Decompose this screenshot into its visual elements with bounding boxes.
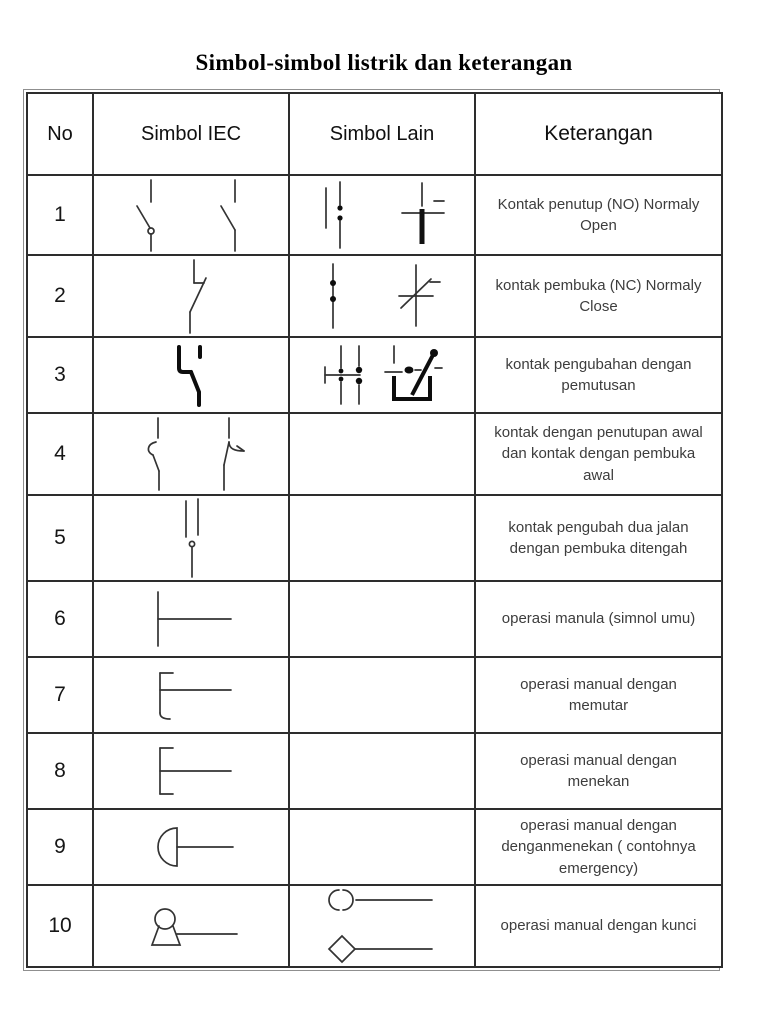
keterangan-cell: operasi manula (simnol umu) [475,581,722,657]
keterangan-cell: kontak pengubah dua jalan dengan pembuka ditengah [475,495,722,581]
header-keterangan: Keterangan [475,93,722,175]
no-contact-pivot-circle-icon [126,177,172,253]
two-way-center-off-contact-icon [168,497,214,579]
header-simbol-iec: Simbol IEC [93,93,289,175]
early-break-contact-icon [204,415,250,493]
table-row [27,581,722,657]
keterangan-cell: kontak pengubahan dengan pemutusan [475,337,722,413]
slashed-contact-icon [386,262,446,330]
pressure-contact-t-icon [392,180,450,250]
lain-symbol-cell [289,809,475,885]
header-simbol-lain: Simbol Lain [289,93,475,175]
broken-circle-actuator-icon [326,887,438,913]
row-number: 8 [27,733,93,809]
keterangan-cell: kontak pembuka (NC) Normaly Close [475,255,722,337]
lain-symbol-cell [289,413,475,495]
iec-symbol-cell [93,581,289,657]
table-row [27,809,722,885]
header-no: No [27,93,93,175]
row-number: 3 [27,337,93,413]
lain-symbol-cell [289,337,475,413]
row-number: 2 [27,255,93,337]
header-row [27,93,722,175]
keterangan-cell: operasi manual dengan denganmenekan ( contohnya emergency) [475,809,722,885]
row-number: 10 [27,885,93,967]
keterangan-cell: operasi manual dengan menekan [475,733,722,809]
row-number: 4 [27,413,93,495]
row-number: 7 [27,657,93,733]
lain-symbol-cell [289,885,475,967]
table-row [27,657,722,733]
keterangan-cell: Kontak penutup (NO) Normaly Open [475,175,722,255]
iec-symbol-cell [93,733,289,809]
lain-symbol-cell [289,495,475,581]
double-break-bridge-icon [320,343,374,407]
key-operation-icon [139,898,243,954]
iec-symbol-cell [93,255,289,337]
early-make-contact-icon [132,415,174,493]
table-row [27,495,722,581]
table-row [27,733,722,809]
iec-symbol-cell [93,809,289,885]
symbols-table-frame [23,89,720,971]
nc-contact-icon [168,257,214,335]
iec-symbol-cell [93,337,289,413]
lain-symbol-cell [289,657,475,733]
diamond-actuator-icon [326,933,438,965]
row-number: 5 [27,495,93,581]
manual-operation-general-icon [145,588,237,650]
bridge-slash-icon [382,343,444,407]
row-number: 6 [27,581,93,657]
iec-symbol-cell [93,495,289,581]
table-row [27,255,722,337]
iec-symbol-cell [93,885,289,967]
iec-symbol-cell [93,657,289,733]
lain-symbol-cell [289,733,475,809]
table-row [27,885,722,967]
lain-symbol-cell [289,175,475,255]
keterangan-cell: operasi manual dengan kunci [475,885,722,967]
manual-push-operation-icon [145,742,237,800]
row-number: 1 [27,175,93,255]
line-two-dots-icon [318,262,348,330]
table-row [27,337,722,413]
row-number: 9 [27,809,93,885]
keterangan-cell: operasi manual dengan memutar [475,657,722,733]
butt-contact-dots-icon [314,180,354,250]
page-title: Simbol-simbol listrik dan keterangan [195,50,573,75]
symbols-table [26,92,723,968]
keterangan-cell: kontak dengan penutupan awal dan kontak dengan pembuka awal [475,413,722,495]
mushroom-push-button-icon [143,818,239,876]
table-row [27,175,722,255]
iec-symbol-cell [93,175,289,255]
changeover-contact-bold-icon [166,342,216,408]
table-row [27,413,722,495]
iec-symbol-cell [93,413,289,495]
lain-symbol-cell [289,255,475,337]
manual-rotary-operation-icon [145,667,237,723]
no-contact-icon [210,177,256,253]
lain-symbol-cell [289,581,475,657]
